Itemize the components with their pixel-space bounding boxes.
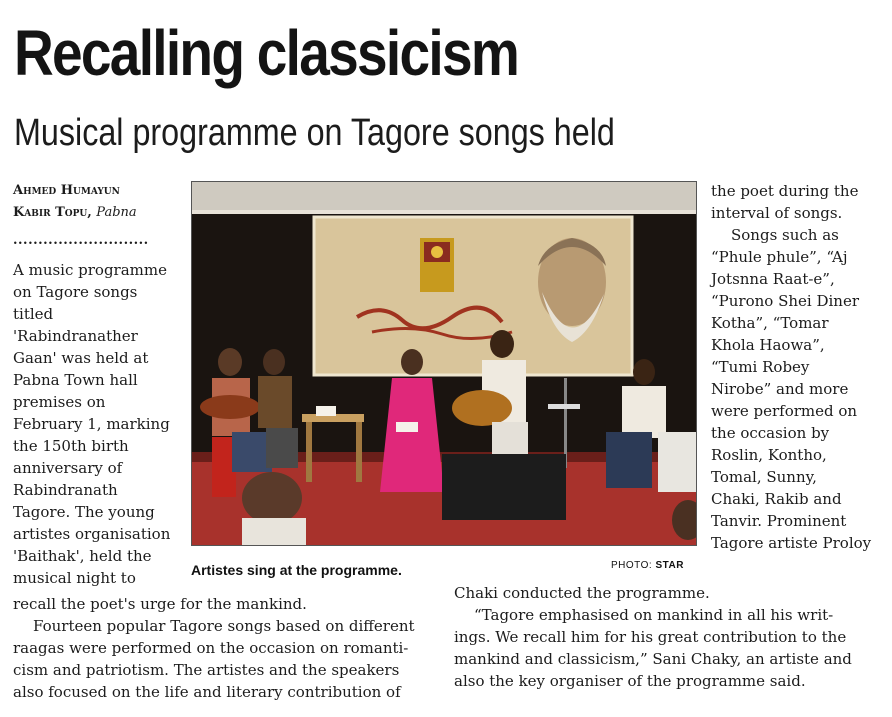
- text-line: mankind and classicism,” Sani Chaky, an artiste and: [454, 650, 852, 668]
- text-line: were performed on: [711, 402, 858, 420]
- byline-separator: ...........................: [13, 233, 149, 248]
- text-line: raagas were performed on the occasion on romanti-: [13, 639, 409, 657]
- text-line: Tanvir. Prominent: [711, 512, 847, 530]
- text-line: artistes organisation: [13, 525, 171, 543]
- left-column: [13, 259, 170, 589]
- text-line: Nirobe” and more: [711, 380, 849, 398]
- bottom-right-text: [454, 582, 852, 692]
- headline: Recalling classicism: [14, 17, 519, 89]
- photo-caption: Artistes sing at the programme.: [191, 562, 402, 578]
- text-line: titled: [13, 305, 54, 323]
- text-line: anniversary of: [13, 459, 123, 477]
- text-line: Jotsnna Raat-e”,: [711, 270, 835, 288]
- text-line: “Phule phule”, “Aj: [711, 248, 848, 266]
- text-line: A music programme: [13, 261, 167, 279]
- text-line: also the key organiser of the programme said.: [454, 672, 806, 690]
- right-column: [711, 180, 871, 554]
- text-line: Gaan' was held at: [13, 349, 149, 367]
- text-line: Tagore artiste Proloy: [711, 534, 872, 552]
- text-line: the 150th birth: [13, 437, 129, 455]
- text-line: ings. We recall him for his great contribution to the: [454, 628, 847, 646]
- text-line: Pabna Town hall: [13, 371, 138, 389]
- text-line: interval of songs.: [711, 204, 843, 222]
- text-line: 'Baithak', held the: [13, 547, 152, 565]
- text-line: “Purono Shei Diner: [711, 292, 859, 310]
- photo-credit-prefix: PHOTO:: [611, 560, 653, 571]
- text-line: Khola Haowa”,: [711, 336, 825, 354]
- text-line: Fourteen popular Tagore songs based on different: [33, 617, 415, 635]
- byline-author-line2: Kabir Topu,: [13, 205, 92, 220]
- text-line: cism and patriotism. The artistes and the speakers: [13, 661, 400, 679]
- photo-credit: [611, 560, 684, 571]
- text-line: the poet during the: [711, 182, 859, 200]
- text-line: musical night to: [13, 569, 136, 587]
- byline-author-line1: Ahmed Humayun: [13, 183, 120, 198]
- text-line: February 1, marking: [13, 415, 170, 433]
- text-line: on Tagore songs: [13, 283, 138, 301]
- text-line: Chaki, Rakib and: [711, 490, 842, 508]
- text-line: Songs such as: [731, 226, 839, 244]
- stage-photo-illustration: [192, 182, 696, 545]
- text-line: the occasion by: [711, 424, 830, 442]
- text-line: recall the poet's urge for the mankind.: [13, 595, 307, 613]
- text-line: also focused on the life and literary contribution of: [13, 683, 401, 701]
- text-line: Kotha”, “Tomar: [711, 314, 829, 332]
- text-line: 'Rabindranather: [13, 327, 138, 345]
- byline: [13, 180, 137, 224]
- text-line: premises on: [13, 393, 106, 411]
- text-line: Rabindranath: [13, 481, 118, 499]
- text-line: Tagore. The young: [13, 503, 155, 521]
- text-line: Roslin, Kontho,: [711, 446, 827, 464]
- photo-credit-source: STAR: [655, 560, 684, 571]
- subheadline: Musical programme on Tagore songs held: [14, 112, 615, 154]
- text-line: Tomal, Sunny,: [711, 468, 817, 486]
- text-line: “Tumi Robey: [711, 358, 810, 376]
- stage-photo: [191, 181, 697, 546]
- byline-place: Pabna: [96, 205, 137, 220]
- text-line: “Tagore emphasised on mankind in all his writ-: [474, 606, 834, 624]
- bottom-left-text: [13, 593, 415, 703]
- text-line: Chaki conducted the programme.: [454, 584, 710, 602]
